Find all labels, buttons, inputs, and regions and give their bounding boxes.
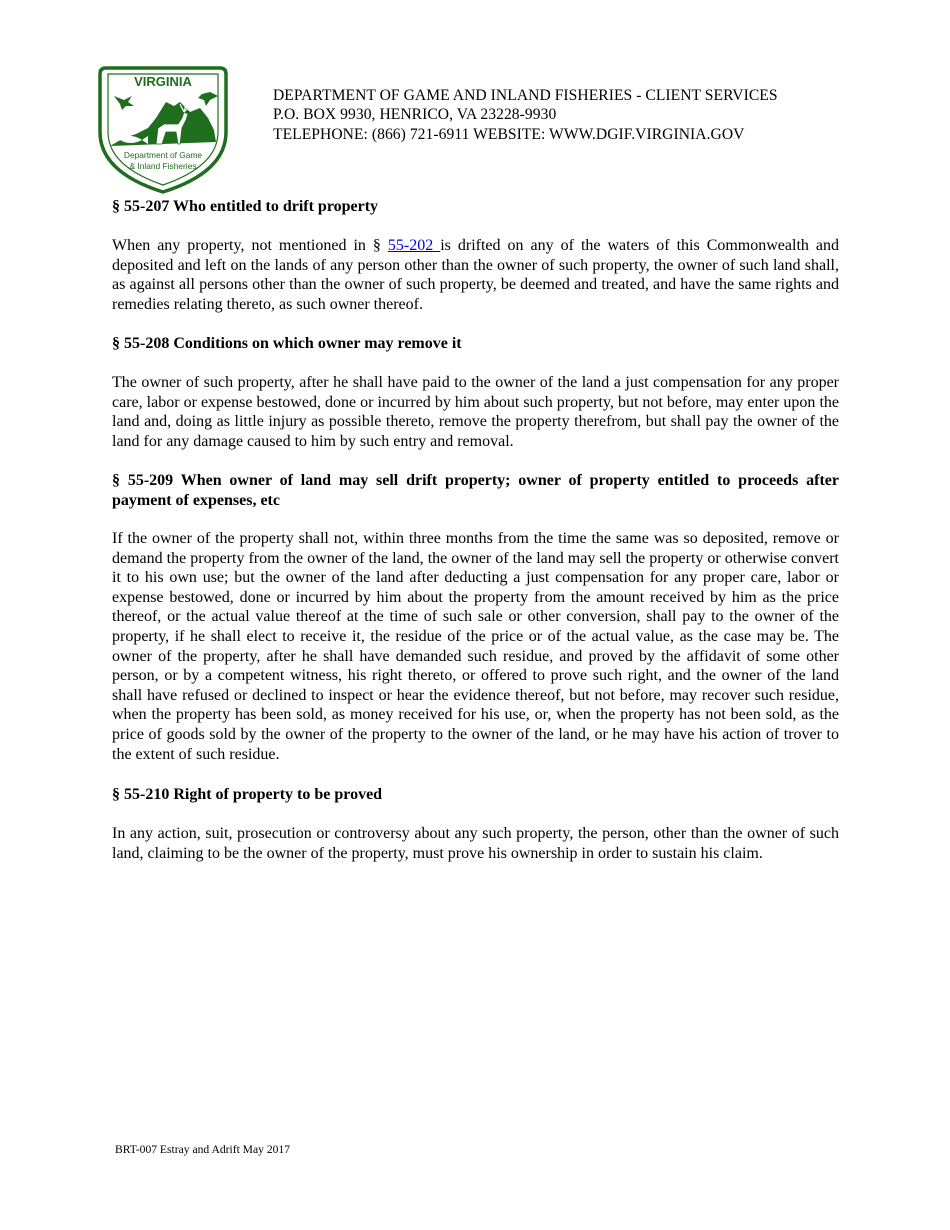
body-text-after-link: is drifted on any of the waters of this Commonwealth and deposited and left on the lands of any person other than the owner of such property, the owner of such land shall, as against all persons other than the owner of such property, be deemed and treated, and have the same rights and remedies relating thereto, as such owner thereof. [112,237,840,313]
section-body-55-210: In any action, suit, prosecution or controversy about any such property, the person, other than the owner of such land, claiming to be the owner of the property, must prove his ownership in order to sustain his claim. [112,825,839,862]
document-footer: BRT-007 Estray and Adrift May 2017 [115,1143,291,1156]
letterhead-contact: TELEPHONE: (866) 721-6911 WEBSITE: WWW.DGIF.VIRGINIA.GOV [273,125,745,143]
section-heading-55-210: § 55-210 Right of property to be proved [112,786,383,803]
letterhead [273,86,778,144]
section-heading-55-207: § 55-207 Who entitled to drift property [112,198,379,215]
letterhead-address: P.O. BOX 9930, HENRICO, VA 23228-9930 [273,106,557,124]
virginia-dgif-seal-logo [96,62,230,196]
section-heading-55-208: § 55-208 Conditions on which owner may remove it [112,335,462,352]
seal-bottom-line1: Department of Game [123,150,203,160]
seal-bottom-line2: & Inland Fisheries [129,161,197,171]
seal-top-text: VIRGINIA [134,74,192,89]
section-body-55-208: The owner of such property, after he shall have paid to the owner of the land a just compensation for any proper care, labor or expense bestowed, done or incurred by him about such property, but not before, may enter upon the land and, doing as little injury as possible thereto, remove the property therefrom, but shall pay the owner of the land for any damage caused to him by such entry and removal. [112,374,839,450]
letterhead-department: DEPARTMENT OF GAME AND INLAND FISHERIES - CLIENT SERVICES [273,87,778,104]
body-text-before-link: When any property, not mentioned in § [112,237,388,254]
section-heading-55-209: § 55-209 When owner of land may sell drift property; owner of property entitled to proceeds after payment of expenses, etc [112,472,839,509]
statute-link-55-202[interactable]: 55-202 [387,237,441,254]
section-body-55-207 [112,236,839,314]
section-body-55-209: If the owner of the property shall not, within three months from the time the same was so deposited, remove or demand the property from the owner of the land, the owner of the land may sell the property or otherwise convert it to his own use; but the owner of the land after deducting a just compensation for any proper care, labor or expense bestowed, done or incurred by him about the property from the amount received by him as the price thereof, or the actual value thereof at the time of such sale or other conversion, shall pay to the owner of the property, if he shall elect to receive it, the residue of the price or of the actual value, as the case may be. The owner of the property, after he shall have demanded such residue, and proved by the affidavit of some other person, or by a competent witness, his right thereto, or offered to prove such right, and the owner of the land shall have refused or declined to inspect or hear the evidence thereof, but not before, may recover such residue, when the property has been sold, as money received for his use, or, when the property has not been sold, as the price of goods sold by the owner of the property to the owner of the land, or he may have his action of trover to the extent of such residue. [112,530,839,763]
